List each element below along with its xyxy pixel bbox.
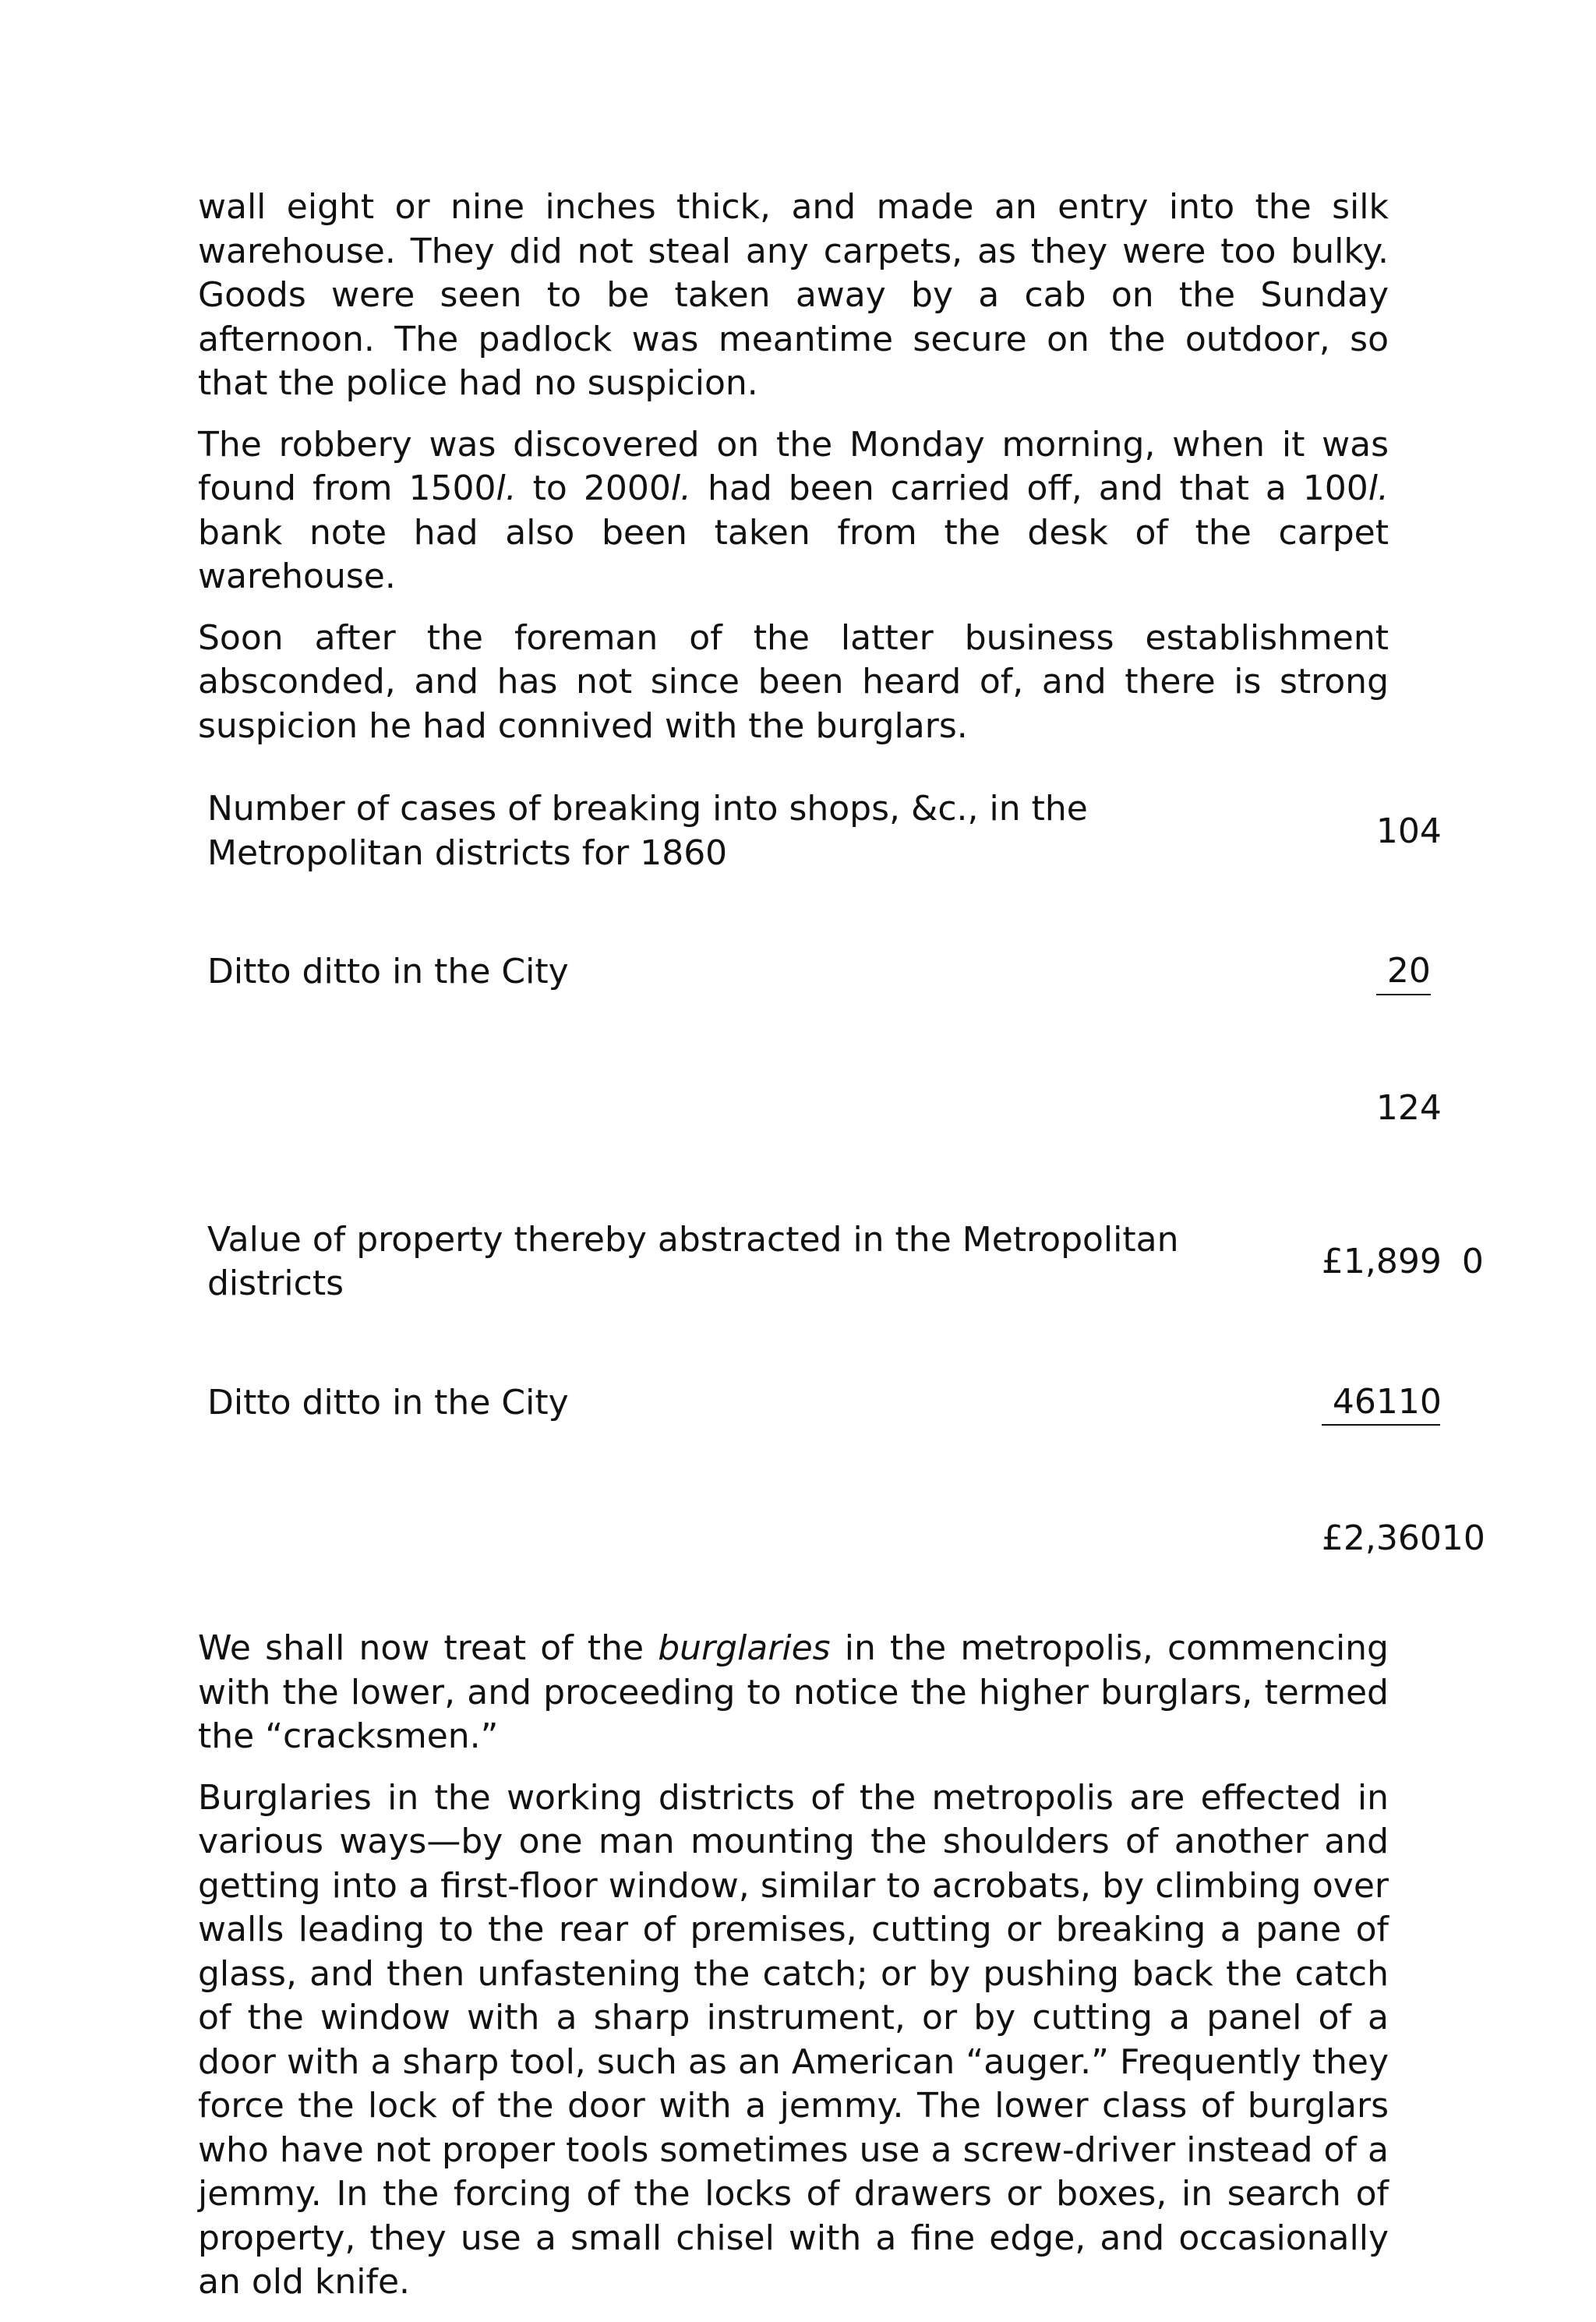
value-amount-city (1213, 1336, 1440, 1470)
cases-row-metropolitan (207, 765, 1442, 898)
pounds-total: £2,360 (1321, 1518, 1442, 1558)
paragraph-silk-warehouse: wall eight or nine inches thick, and made an entry into the silk warehouse. They did not steal any carpets, as they were too bulky. Goods were seen to be taken away by a cab on the Sunday afternoon. The padlock was meantime secure on the outdoor, so that the police had no suspicion. (198, 187, 1389, 403)
cases-value-city (1267, 906, 1431, 1040)
paragraph-burglaries-intro (198, 1627, 1389, 1759)
cases-count-total: 124 (1375, 1087, 1442, 1128)
cases-count-metropolitan: 104 (1375, 811, 1442, 851)
value-amount-total (1213, 1473, 1484, 1606)
value-row-total (207, 1470, 1485, 1606)
paragraph-robbery-discovered (198, 423, 1389, 599)
burglaries-text-1: We shall now treat of the (198, 1628, 659, 1668)
cases-value-metropolitan (1267, 765, 1442, 898)
pound-abbrev-1: l. (496, 468, 517, 508)
burglaries-emphasis: burglaries (658, 1628, 831, 1668)
pound-abbrev-3: l. (1368, 468, 1389, 508)
cases-row-total (207, 1039, 1442, 1175)
shillings-city: 10 (1397, 1381, 1442, 1422)
cases-table (207, 765, 1442, 1175)
shillings-metropolitan: 0 (1461, 1242, 1484, 1281)
cases-count-city: 20 (1376, 949, 1431, 995)
value-label-city: Ditto ditto in the City (207, 1382, 569, 1423)
value-amount-metropolitan (1213, 1196, 1484, 1329)
cases-value-total (1267, 1042, 1442, 1175)
robbery-text-3: had been carried off, and that a 100 (691, 468, 1368, 508)
paragraph-burglary-methods: Burglaries in the working districts of the metropolis are effected in various ways—by one man mounting the shoulders of another and getting into a first-floor window, similar to acrobats, by climbing over walls leading to the rear of premises, cutting or breaking a pane of glass, and then unfastening the catch; or by pushing back the catch of the window with a sharp instrument, or by cutting a panel of a door with a sharp tool, such as an American “auger.” Frequently they force the lock of the door with a jemmy. The lower class of burglars who have not proper tools sometimes use a screw-driver instead of a jemmy. In the forcing of the locks of drawers or boxes, in search of property, they use a small chisel with a fine edge, and occasionally an old knife. (198, 1777, 1389, 2302)
money-total (1322, 1517, 1484, 1561)
value-row-city (207, 1336, 1442, 1470)
book-page (198, 186, 1485, 2322)
value-label-metropolitan: Value of property thereby abstracted in the Metropolitan districts (207, 1219, 1179, 1304)
pound-abbrev-2: l. (670, 468, 692, 508)
pounds-metropolitan: £1,899 (1321, 1242, 1442, 1281)
shillings-total: 10 (1441, 1518, 1485, 1558)
robbery-text-1: The robbery was discovered on the Monday morning, when it was found from 1500 (198, 424, 1389, 508)
pounds-city: 461 (1332, 1381, 1398, 1422)
cases-label-metropolitan: Number of cases of breaking into shops, &c., in the Metropolitan districts for 1860 (207, 789, 1088, 873)
cases-row-city (207, 906, 1431, 1040)
value-row-metropolitan (207, 1196, 1484, 1329)
robbery-text-2: to 2000 (516, 468, 671, 508)
robbery-text-4: bank note had also been taken from the desk of the carpet warehouse. (198, 512, 1389, 596)
money-metropolitan (1322, 1240, 1484, 1285)
cases-label-city: Ditto ditto in the City (207, 952, 569, 991)
value-table (207, 1196, 1485, 1606)
money-city (1322, 1380, 1440, 1426)
statistics-block (207, 765, 1485, 1605)
paragraph-foreman-absconded: Soon after the foreman of the latter business establishment absconded, and has not since been heard of, and there is strong suspicion he had connived with the burglars. (198, 617, 1389, 746)
burglaries-text-2: in the metropolis, commencing with the lower, and proceeding to notice the higher burglars, termed the “cracksmen.” (198, 1628, 1389, 1756)
